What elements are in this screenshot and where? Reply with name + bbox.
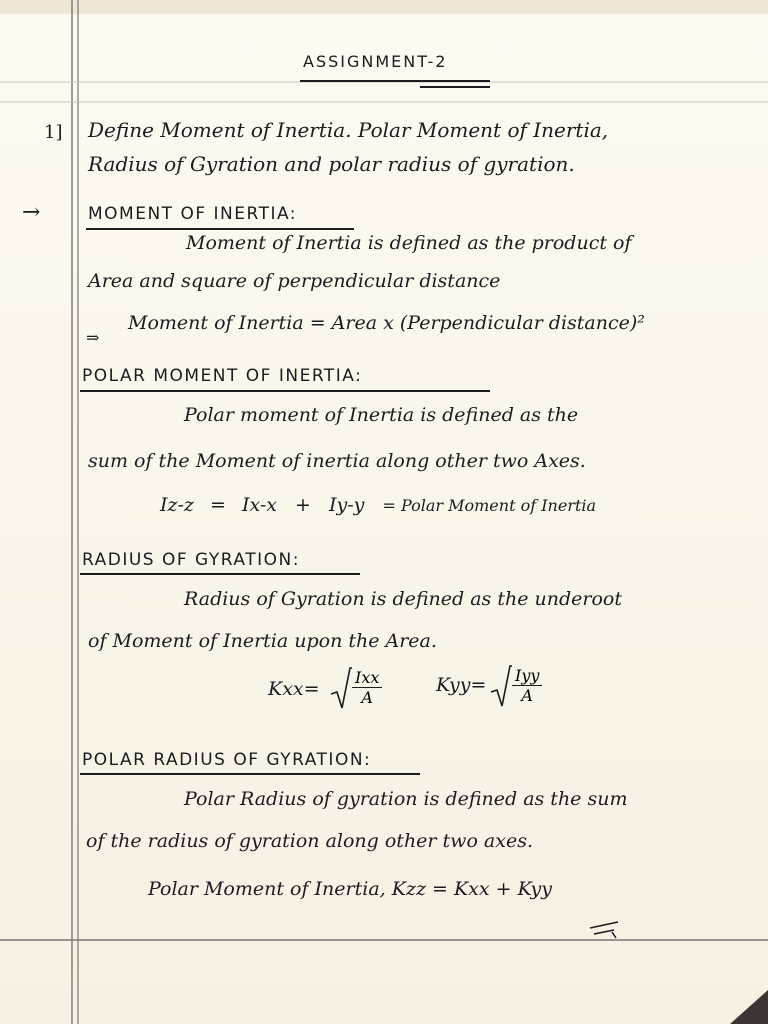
kyy-label: Kyy= bbox=[436, 674, 487, 696]
question-line-2: Radius of Gyration and polar radius of gyration. bbox=[88, 152, 575, 176]
rog-underline bbox=[80, 573, 360, 575]
eq-note: = Polar Moment of Inertia bbox=[382, 496, 597, 515]
arrow-icon: → bbox=[22, 200, 41, 225]
kxx-den: A bbox=[361, 688, 373, 707]
kxx-fraction bbox=[352, 668, 382, 707]
prog-heading: POLAR RADIUS OF GYRATION: bbox=[82, 750, 372, 770]
pmoi-line-1: Polar moment of Inertia is defined as the bbox=[184, 404, 579, 426]
moi-line-1: Moment of Inertia is defined as the product of bbox=[186, 232, 632, 254]
moi-underline bbox=[86, 228, 354, 230]
kxx-root-icon bbox=[330, 666, 352, 712]
pmoi-equation bbox=[160, 494, 596, 516]
pmoi-line-2: sum of the Moment of inertia along other two Axes. bbox=[88, 450, 586, 472]
eq-op1: = bbox=[210, 494, 226, 516]
kyy-root-icon bbox=[490, 664, 512, 710]
eq-lhs: Iz-z bbox=[160, 494, 194, 516]
rog-line-1: Radius of Gyration is defined as the underoot bbox=[184, 588, 622, 610]
question-line-1: Define Moment of Inertia. Polar Moment of Inertia, bbox=[88, 118, 609, 142]
kyy-num: Iyy bbox=[512, 666, 542, 686]
rog-line-2: of Moment of Inertia upon the Area. bbox=[88, 630, 437, 652]
prog-line-1: Polar Radius of gyration is defined as the sum bbox=[184, 788, 628, 810]
kyy-fraction bbox=[512, 666, 542, 705]
moi-heading: MOMENT OF INERTIA: bbox=[88, 204, 298, 224]
pmoi-underline bbox=[80, 390, 490, 392]
kyy-den: A bbox=[521, 686, 533, 705]
kxx-label: Kxx= bbox=[268, 678, 320, 700]
prog-final: Polar Moment of Inertia, Kzz = Kxx + Kyy bbox=[148, 878, 553, 900]
moi-formula: Moment of Inertia = Area x (Perpendicular distance)² bbox=[128, 312, 645, 334]
page-title: ASSIGNMENT-2 bbox=[303, 52, 448, 71]
kxx-num: Ixx bbox=[352, 668, 382, 688]
question-number: 1] bbox=[44, 122, 63, 143]
moi-formula-prefix: ⇒ bbox=[86, 328, 100, 347]
eq-b: Iy-y bbox=[329, 494, 365, 516]
prog-underline bbox=[80, 773, 420, 775]
eq-a: Ix-x bbox=[241, 494, 277, 516]
title-underline bbox=[300, 80, 490, 82]
check-mark-icon bbox=[588, 918, 628, 942]
eq-op2: + bbox=[295, 494, 311, 516]
moi-line-2: Area and square of perpendicular distance bbox=[88, 270, 501, 292]
title-double-underline bbox=[420, 86, 490, 88]
pmoi-heading: POLAR MOMENT OF INERTIA: bbox=[82, 366, 363, 386]
rog-heading: RADIUS OF GYRATION: bbox=[82, 550, 300, 570]
prog-line-2: of the radius of gyration along other two axes. bbox=[86, 830, 534, 852]
